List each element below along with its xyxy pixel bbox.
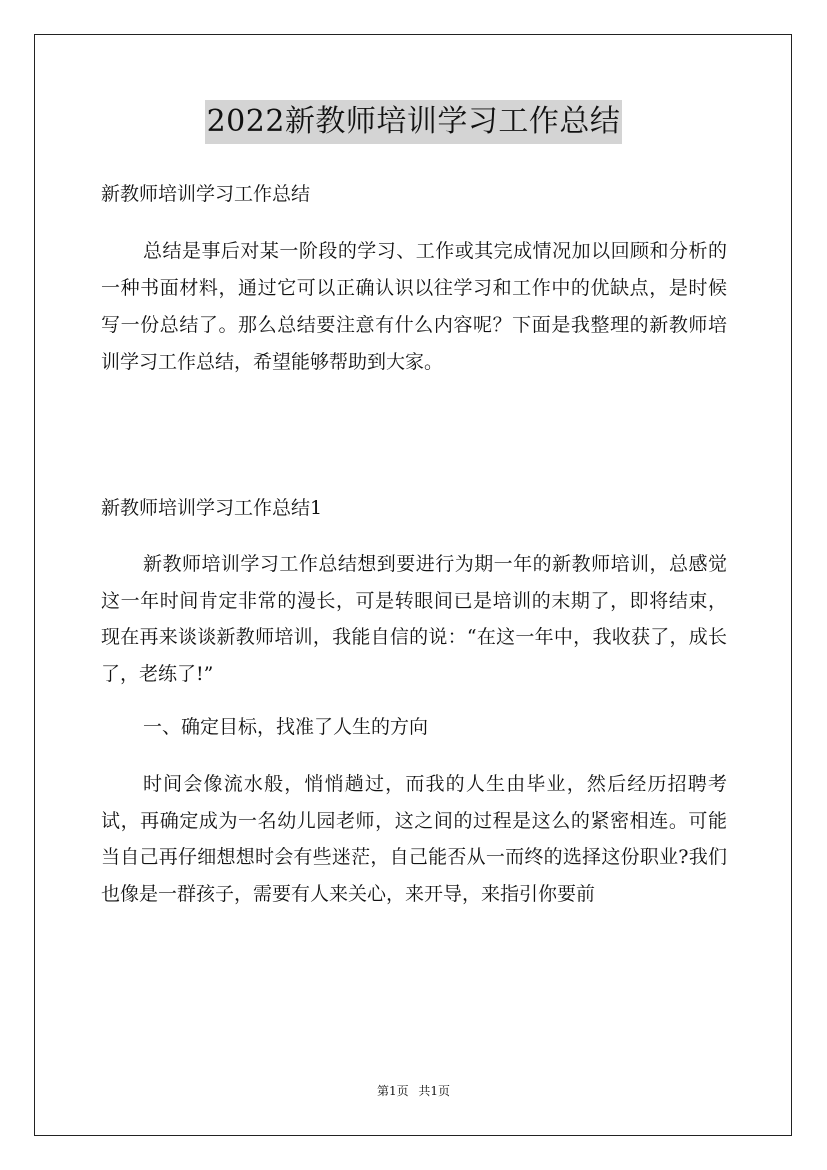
subheading-1: 一、确定目标，找准了人生的方向 xyxy=(143,715,429,738)
section-spacer xyxy=(101,381,727,490)
intro-heading: 新教师培训学习工作总结 xyxy=(101,183,311,205)
page-number: 第1页 xyxy=(376,1084,409,1098)
document-title: 2022新教师培训学习工作总结 xyxy=(205,100,623,144)
section-1 xyxy=(101,490,727,913)
section-1-paragraph-2: 时间会像流水般，悄悄趟过，而我的人生由毕业，然后经历招聘考试，再确定成为一名幼儿园老师，这之间的过程是这么的紧密相连。可能当自己再仔细想想时会有些迷茫，自己能否从一而终的选择这份职业?我们也像是一群孩子，需要有人来关心，来开导，来指引你要前 xyxy=(101,772,727,905)
section-1-heading: 新教师培训学习工作总结1 xyxy=(101,497,323,519)
intro-paragraph: 总结是事后对某一阶段的学习、工作或其完成情况加以回顾和分析的一种书面材料，通过它可以正确认识以往学习和工作中的优缺点，是时候写一份总结了。那么总结要注意有什么内容呢？下面是我整理的新教师培训学习工作总结，希望能够帮助到大家。 xyxy=(101,240,727,373)
title-container xyxy=(0,100,827,144)
document-body xyxy=(101,176,727,913)
section-1-paragraph-1: 新教师培训学习工作总结想到要进行为期一年的新教师培训，总感觉这一年时间肯定非常的漫长，可是转眼间已是培训的末期了，即将结束，现在再来谈谈新教师培训，我能自信的说：“在这一年中，我收获了，成长了，老练了!” xyxy=(101,553,727,686)
page-footer xyxy=(0,1082,827,1099)
page-total: 共1页 xyxy=(418,1084,451,1098)
